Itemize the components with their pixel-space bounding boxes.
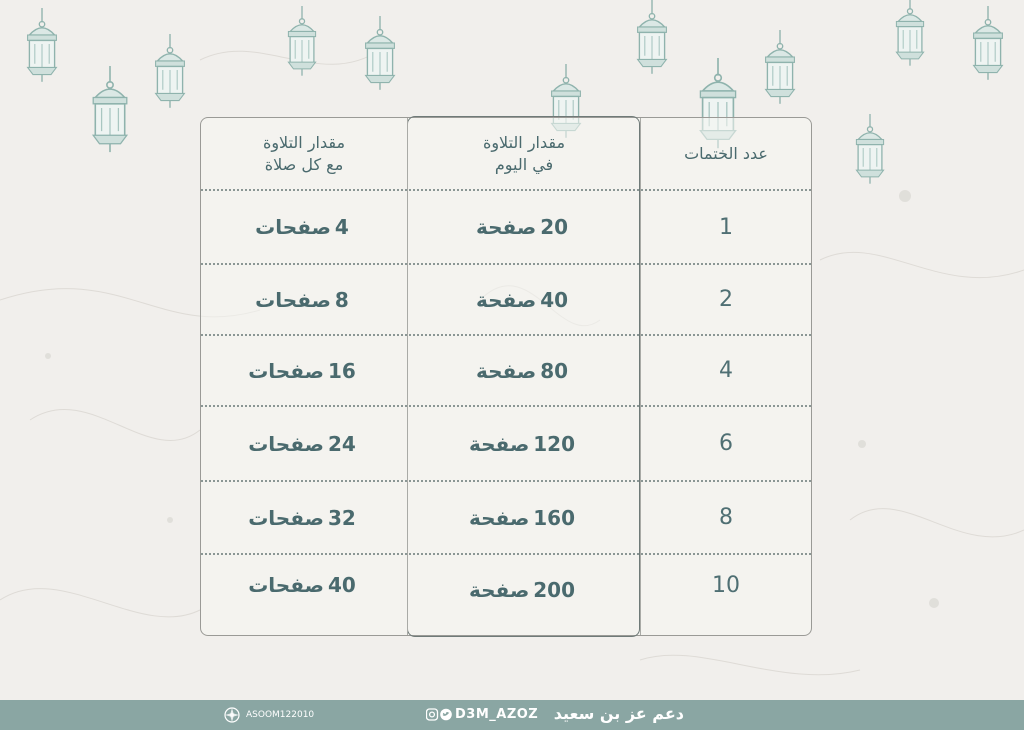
- table-cell-count: [640, 407, 812, 480]
- table-cell-per-prayer: [201, 265, 407, 334]
- footer-left-signature: [222, 706, 314, 724]
- table-cell-count: [640, 336, 812, 405]
- social-icons: [426, 708, 452, 722]
- per-prayer-value: 40: [327, 573, 356, 597]
- table-cell-per-day: [408, 265, 640, 334]
- per-day-unit: صفحة: [475, 215, 537, 239]
- per-prayer-unit: صفحات: [248, 573, 324, 597]
- lantern-icon: [28, 8, 57, 82]
- ornament-logo-icon: [222, 706, 242, 724]
- table-cell-per-prayer: [201, 482, 407, 553]
- table-cell-per-day: [408, 336, 640, 405]
- per-prayer-unit: صفحات: [248, 505, 324, 530]
- per-day-value: 160: [533, 505, 576, 530]
- per-day-unit: صفحة: [469, 431, 530, 456]
- header-count-label: عدد الختمات: [684, 143, 768, 163]
- per-prayer-value: 8: [334, 287, 349, 312]
- per-day-unit: صفحة: [475, 287, 537, 312]
- table-cell-count: [640, 482, 812, 553]
- header-per-day-line1: مقدار التلاوة: [482, 132, 566, 152]
- table-cell-per-prayer: [201, 191, 407, 263]
- count-value: 2: [719, 287, 733, 312]
- per-day-value: 120: [533, 431, 576, 456]
- lantern-icon: [766, 30, 795, 104]
- per-prayer-unit: صفحات: [248, 358, 324, 383]
- footer-left-handle: ASOOM122010: [246, 710, 315, 720]
- lantern-icon: [974, 6, 1003, 80]
- footer-credit: دعم عز بن سعيد: [553, 704, 684, 723]
- per-prayer-value: 32: [327, 505, 356, 530]
- footer-bar: [0, 700, 1024, 730]
- per-day-value: 200: [533, 578, 576, 602]
- per-prayer-value: 16: [327, 358, 356, 383]
- header-per-day-line2: في اليوم: [494, 154, 554, 174]
- table-cell-per-prayer: [201, 407, 407, 480]
- per-prayer-value: 24: [327, 431, 356, 456]
- per-day-value: 40: [540, 287, 569, 312]
- table-cell-per-day: [408, 555, 640, 625]
- per-prayer-value: 4: [334, 215, 349, 239]
- per-prayer-unit: صفحات: [255, 287, 331, 312]
- lantern-icon: [93, 66, 127, 152]
- per-day-value: 80: [540, 358, 569, 383]
- lantern-icon: [856, 114, 883, 184]
- table-cell-count: [640, 555, 812, 615]
- per-day-unit: صفحة: [469, 505, 530, 530]
- table-cell-count: [640, 265, 812, 334]
- table-cell-count: [640, 191, 812, 263]
- table-cell-per-day: [408, 407, 640, 480]
- lantern-icon: [638, 0, 667, 74]
- lantern-icon: [896, 0, 923, 66]
- count-value: 1: [719, 214, 733, 240]
- header-count: [640, 118, 812, 189]
- per-prayer-unit: صفحات: [255, 215, 331, 239]
- count-value: 10: [712, 572, 740, 598]
- table-cell-per-day: [408, 482, 640, 553]
- footer-handle[interactable]: D3M_AZOZ: [455, 707, 539, 722]
- per-day-value: 20: [540, 215, 569, 239]
- per-day-unit: صفحة: [475, 358, 537, 383]
- twitter-icon: [440, 709, 452, 721]
- count-value: 4: [719, 358, 733, 383]
- header-per-prayer: [201, 118, 407, 189]
- table-cell-per-prayer: [201, 336, 407, 405]
- header-per-prayer-line1: مقدار التلاوة: [262, 132, 346, 152]
- table-cell-per-day: [408, 191, 640, 263]
- instagram-icon: [427, 709, 438, 720]
- lantern-icon: [288, 6, 315, 76]
- lantern-icon: [366, 16, 395, 90]
- count-value: 6: [719, 431, 733, 456]
- per-prayer-unit: صفحات: [248, 431, 324, 456]
- table-cell-per-prayer: [201, 555, 407, 615]
- count-value: 8: [719, 505, 733, 530]
- per-day-unit: صفحة: [469, 578, 530, 602]
- header-per-day: [408, 118, 640, 189]
- lantern-icon: [156, 34, 185, 108]
- header-per-prayer-line2: مع كل صلاة: [264, 154, 344, 174]
